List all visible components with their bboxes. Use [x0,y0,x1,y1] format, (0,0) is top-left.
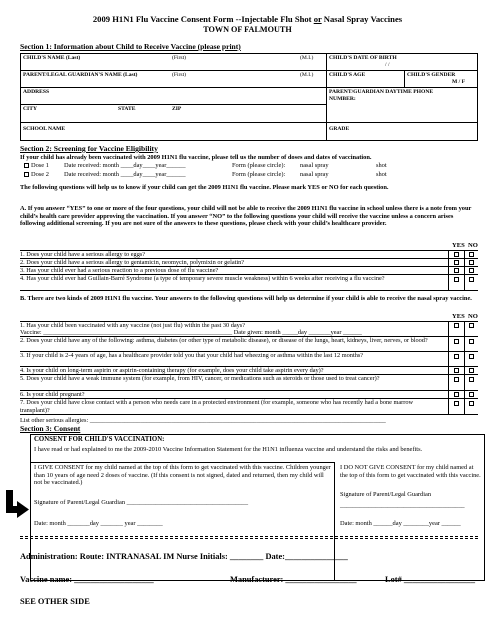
dob-label: CHILD'S DATE OF BIRTH [329,55,397,61]
qa-4: 4. Has your child ever had Guillain-Barré Syndrome (a type of temporary severe muscle weakness) within 6 weeks after receiving a flu vaccine? [20,275,385,282]
arrow-right-icon [4,490,30,526]
part-b-yes-header: YES [452,313,465,320]
child-gender-label: CHILD'S GENDER [407,72,456,78]
qb-1-yes-checkbox[interactable] [454,323,459,328]
no-consent-text: I DO NOT GIVE CONSENT for my child named at the top of this form to get vaccinated with this vaccine. [340,464,481,479]
qa-3: 3. Has your child ever had a serious reaction to a previous dose of flu vaccine? [20,267,219,274]
dose2-row [24,171,49,179]
qb-3: 3. If your child is 2-4 years of age, has a healthcare provider told you that your child had wheezing or asthma within the last 12 months? [20,352,364,359]
qb-6-yes-checkbox[interactable] [454,392,459,397]
state-label: STATE [118,106,136,112]
qa-1-yes-checkbox[interactable] [454,252,459,257]
zip-label: ZIP [172,106,182,112]
qb-5-yes-checkbox[interactable] [454,377,459,382]
qb-4-yes-checkbox[interactable] [454,368,459,373]
qb-7-yes-checkbox[interactable] [454,401,459,406]
qb-4-no-checkbox[interactable] [469,368,474,373]
lot-line[interactable]: Lot# _________________ [385,575,476,584]
give-consent-signature[interactable]: Signature of Parent/Legal Guardian ______________________________________ [34,499,249,506]
child-info-table [20,53,478,141]
part-a-no-header: NO [468,242,478,249]
qa-4-yes-checkbox[interactable] [454,277,459,282]
no-consent-date[interactable]: Date: month ______day ________year ______ [340,520,461,527]
give-consent-text: I GIVE CONSENT for my child named at the top of this form to get vaccinated with this vaccine. Children younger than 10 years of age need 2 doses of vaccine. (If this consent is not signed, dated and returned, then my child will not be vaccinated.) [34,464,331,487]
guardian-first-label: (First) [172,72,186,78]
part-a-yes-header: YES [452,242,465,249]
admin-separator-2 [20,538,478,539]
following-questions-note: The following questions will help us to know if your child can get the 2009 H1N1 flu vaccine. Please mark YES or NO for each question. [20,184,389,191]
qb-5-no-checkbox[interactable] [469,377,474,382]
dose2-form-label: Form (please circle): [232,171,286,178]
section2-heading: Section 2: Screening for Vaccine Eligibility [20,144,158,153]
qb-4: 4. Is your child on long-term aspirin or aspirin-containing therapy (for example, does your child take aspirin every day)? [20,367,324,374]
qa-3-yes-checkbox[interactable] [454,268,459,273]
dose1-shot-option[interactable]: shot [376,162,387,169]
city-label: CITY [23,106,37,112]
qb-2-no-checkbox[interactable] [469,339,474,344]
child-age-label: CHILD'S AGE [329,72,366,78]
qb-5: 5. Does your child have a weak immune system (for example, from HIV, cancer, or medications such as steroids or those used to treat cancer)? [20,375,380,382]
dose1-checkbox[interactable] [24,163,29,168]
town-name: TOWN OF FALMOUTH [203,25,292,34]
dob-slashes: / / [385,62,390,68]
dose2-checkbox[interactable] [24,172,29,177]
dose1-row [24,162,49,170]
dose1-date: Date received: month ____day____year______ [64,162,186,169]
child-name-label: CHILD'S NAME (Last) [23,55,81,61]
consent-box-title: CONSENT FOR CHILD'S VACCINATION: [34,436,165,443]
qa-1: 1. Does your child have a serious allergy to eggs? [20,251,146,258]
qa-2-no-checkbox[interactable] [469,260,474,265]
dose1-label: Dose 1 [31,162,49,169]
qb-1-no-checkbox[interactable] [469,323,474,328]
phone-label-a: PARENT/GUARDIAN DAYTIME PHONE [329,89,434,95]
section2-intro: If your child has already been vaccinated with 2009 H1N1 flu vaccine, please tell us the number of doses and dates of vaccination. [20,154,372,161]
first-name-label: (First) [172,55,186,61]
qb-7-no-checkbox[interactable] [469,401,474,406]
guardian-name-label: PARENT/LEGAL GUARDIAN'S NAME (Last) [23,72,138,78]
part-a-instructions: A. If you answer “YES” to one or more of the four questions, your child will not be able to receive the 2009 H1N1 flu vaccine in school unless there is a note from your child’s health care provider approving the vaccination. If you answer “NO” to the following questions your child will receive the vaccine unless a concern arises following additional screening. If you are not sure of the answers to these questions, please check with your child’s healthcare provider. [20,205,472,228]
dose2-date: Date received: month ____day____year______ [64,171,186,178]
grade-label: GRADE [329,126,350,132]
dose2-shot-option[interactable]: shot [376,171,387,178]
qa-1-no-checkbox[interactable] [469,252,474,257]
qb-6: 6. Is your child pregnant? [20,391,85,398]
no-consent-signature-line[interactable]: _______________________________________ [340,502,465,509]
qb-2: 2. Does your child have any of the following: asthma, diabetes (or other type of metabolic disease), or disease of the lungs, heart, kidneys, liver, nerves, or blood? [20,337,428,344]
qb-1: 1. Has your child been vaccinated with any vaccine (not just flu) within the past 30 days? [20,322,246,329]
guardian-mi-label: (M.I.) [300,72,314,78]
qb-3-yes-checkbox[interactable] [454,354,459,359]
part-b-instructions: B. There are two kinds of 2009 H1N1 flu vaccine. Your answers to the following questions will help us determine if your child is able to receive the nasal spray vaccine. [20,295,472,302]
other-allergies-line[interactable]: List other serious allergies: ______________________________________________________________________________________________ [20,417,386,424]
gender-options: M / F [452,79,466,85]
vaccine-name-line[interactable]: Vaccine name: ___________________ [20,575,154,584]
consent-box-text: I have read or had explained to me the 2009-2010 Vaccine Information Statement for the H1N1 influenza vaccine and understand the risks and benefits. [34,446,423,453]
admin-separator [20,536,478,537]
dose2-nasal-option[interactable]: nasal spray [300,171,329,178]
form-title: 2009 H1N1 Flu Vaccine Consent Form --Injectable Flu Shot or Nasal Spray Vaccines [92,14,403,24]
qb-2-yes-checkbox[interactable] [454,339,459,344]
give-consent-date[interactable]: Date: month _______day _______ year ________ [34,520,163,527]
qb-3-no-checkbox[interactable] [469,354,474,359]
see-other-side: SEE OTHER SIDE [20,597,90,606]
manufacturer-line[interactable]: Manufacturer: _________________ [230,575,357,584]
dose1-nasal-option[interactable]: nasal spray [300,162,329,169]
section3-heading: Section 3: Consent [20,424,81,433]
administration-line[interactable]: Administration: Route: INTRANASAL IM Nurse Initials: ________ Date:_______________ [20,552,348,561]
qb-6-no-checkbox[interactable] [469,392,474,397]
section1-heading: Section 1: Information about Child to Receive Vaccine (please print) [20,42,241,51]
qa-3-no-checkbox[interactable] [469,268,474,273]
mi-label: (M.I.) [300,55,314,61]
dose2-label: Dose 2 [31,171,49,178]
qa-2: 2. Does your child have a serious allergy to gentamicin, neomycin, polymixin or gelatin? [20,259,245,266]
qb-7: 7. Does your child have close contact with a person who needs care in a protected environment (for example, someone who has recently had a bone marrow transplant)? [20,399,414,414]
school-label: SCHOOL NAME [23,126,66,132]
address-label: ADDRESS [23,89,50,95]
no-consent-signature-label: Signature of Parent/Legal Guardian [340,491,432,498]
phone-label-b: NUMBER: [329,96,356,102]
qa-4-no-checkbox[interactable] [469,277,474,282]
dose1-form-label: Form (please circle): [232,162,286,169]
vaccine-given-line[interactable]: Vaccine: ____________________________________________________________ Date given: month _____day _______year ______ [20,329,362,336]
qa-2-yes-checkbox[interactable] [454,260,459,265]
part-b-no-header: NO [468,313,478,320]
